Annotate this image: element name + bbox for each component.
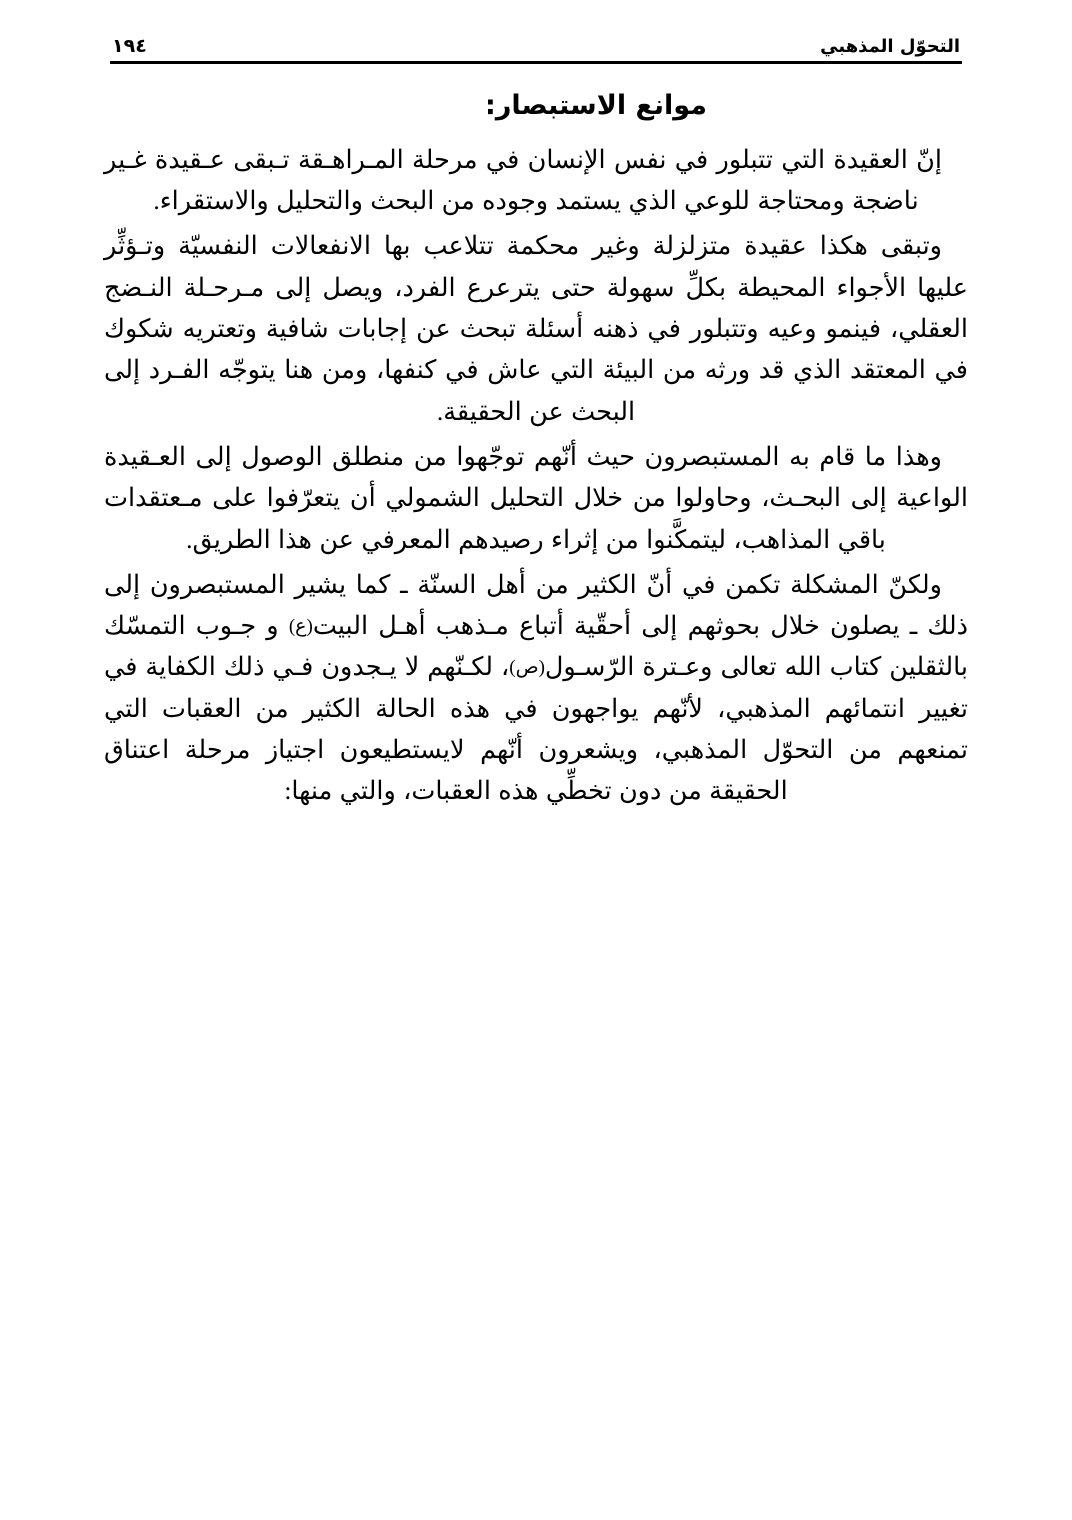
header-page-number: ١٩٤ bbox=[112, 35, 147, 57]
paragraph-3: وهذا ما قام به المستبصرون حيث أنّهم توجّهوا من منطلق الوصول إلى العـقيدة الواعية إلى البحـث، وحاولوا من خلال التحليل الشمولي أن يتعرّفوا على مـعتقدات باقي المذاهب، ليتمكَّنوا من إثراء رصيدهم المعرفي عن هذا الطريق. bbox=[104, 441, 968, 554]
section-heading: موانع الاستبصار: bbox=[485, 89, 707, 121]
header-book-title: التحوّل المذهبي bbox=[820, 36, 960, 58]
body-text bbox=[104, 139, 968, 812]
paragraph-4: ولكنّ المشكلة تكمن في أنّ الكثير من أهل السنّة ـ كما يشير المستبصرون إلى ذلك ـ يصلون خلال بحوثهم إلى أحقّية أتباع مـذهب أهـل البيت(ع) و جـوب التمسّك بالثقلين كتاب الله تعالى وعـترة الرّسـول(ص)، لكـنّهم لا يـجدون فـي ذلك الكفاية في تغيير انتمائهم المذهبي، لأنّهم يواجهون في هذه الحالة الكثير من العقبات التي تمنعهم من التحوّل المذهبي، ويشعرون أنّهم لايستطيعون اجتياز مرحلة اعتناق الحقيقة من دون تخطِّي هذه العقبات، والتي منها: bbox=[104, 569, 968, 806]
paragraph-2: وتبقى هكذا عقيدة متزلزلة وغير محكمة تتلاعب بها الانفعالات النفسيّة وتـؤثِّر عليها الأجواء المحيطة بكلِّ سهولة حتى يترعرع الفرد، ويصل إلى مـرحـلة النـضج العقلي، فينمو وعيه وتتبلور في ذهنه أسئلة تبحث عن إجابات شافية وتعتريه شكوك في المعتقد الذي قد ورثه من البيئة التي عاش في كنفها، ومن هنا يتوجّه الفـرد إلى البحث عن الحقيقة. bbox=[104, 231, 968, 426]
header-divider bbox=[110, 61, 962, 64]
paragraph-1: إنّ العقيدة التي تتبلور في نفس الإنسان في مرحلة المـراهـقة تـبقى عـقيدة غـير ناضجة ومحتاجة للوعي الذي يستمد وجوده من البحث والتحليل والاستقراء. bbox=[104, 144, 942, 216]
running-header bbox=[104, 36, 968, 59]
